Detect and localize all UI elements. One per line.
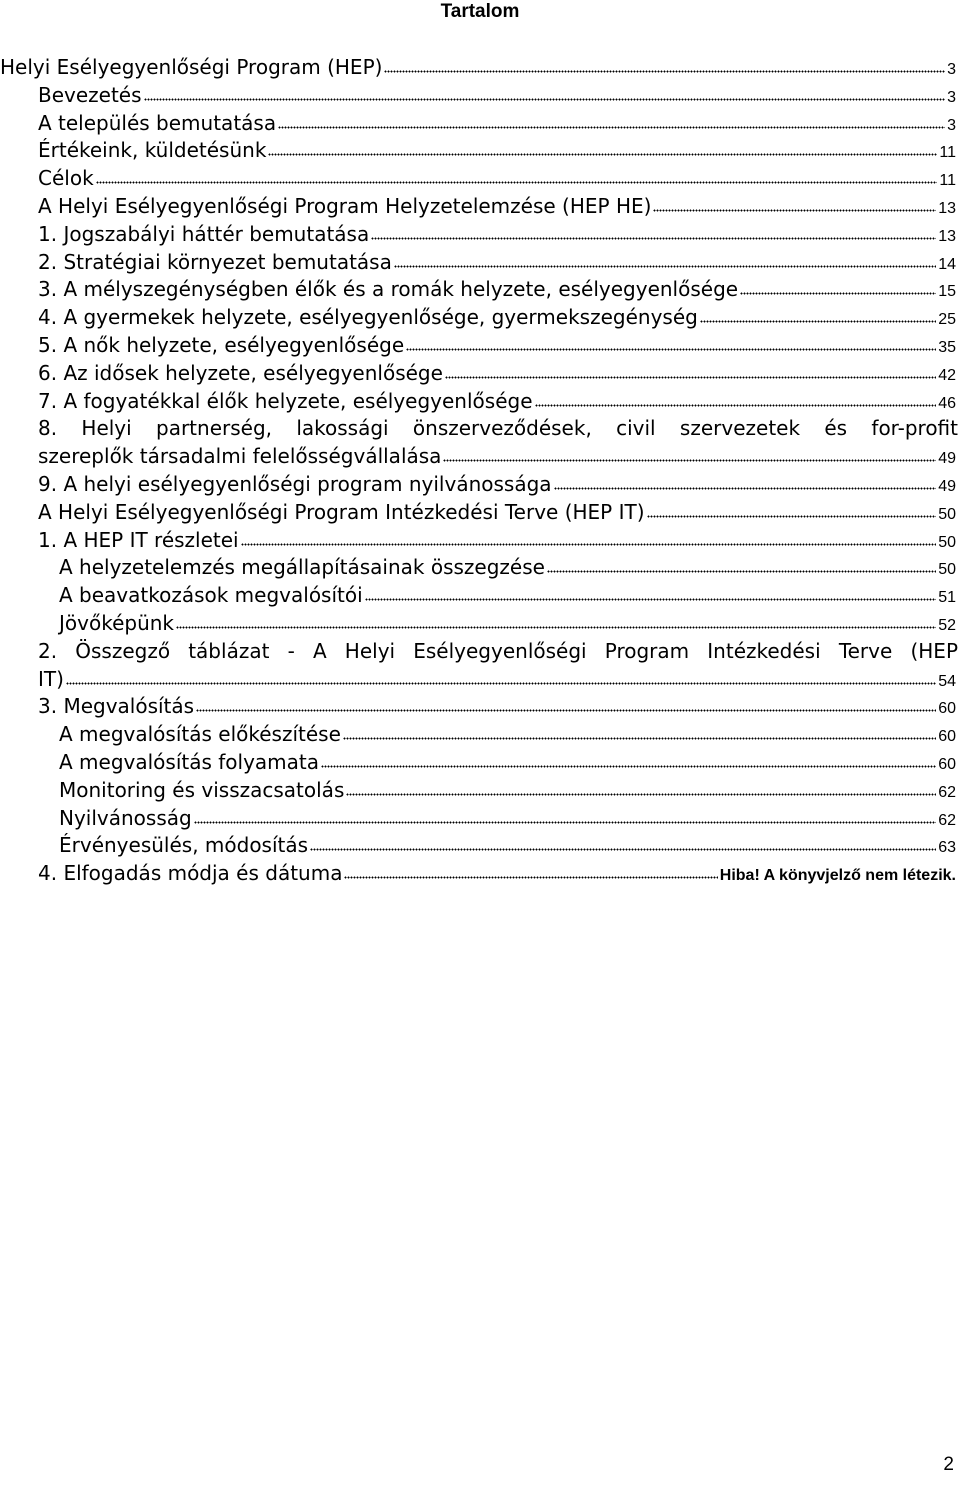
table-of-contents — [0, 54, 960, 888]
dot-leader — [66, 682, 936, 686]
dot-leader — [547, 570, 936, 574]
toc-entry-text: 3. A mélyszegénységben élők és a romák helyzete, esélyegyenlősége — [38, 277, 739, 302]
dot-leader — [321, 765, 936, 769]
toc-page-number: 60 — [938, 755, 956, 773]
dot-leader — [196, 709, 936, 713]
dot-leader — [647, 515, 937, 519]
dot-leader — [740, 292, 936, 296]
dot-leader — [176, 626, 936, 630]
toc-entry-text: 1. A HEP IT részletei — [38, 527, 239, 552]
toc-entry[interactable] — [0, 749, 960, 777]
toc-entry-text: IT) — [38, 666, 64, 691]
toc-page-number: 62 — [938, 811, 956, 829]
toc-entry[interactable] — [0, 165, 960, 193]
toc-page-number: 51 — [938, 589, 956, 607]
toc-entry[interactable] — [0, 360, 960, 388]
toc-entry[interactable] — [0, 332, 960, 360]
toc-entry[interactable] — [0, 276, 960, 304]
toc-page-number: 3 — [947, 61, 956, 78]
dot-leader — [406, 348, 936, 352]
toc-page-number: 35 — [938, 338, 956, 356]
dot-leader — [278, 126, 945, 130]
dot-leader — [346, 793, 936, 797]
toc-entry-text: 1. Jogszabályi háttér bemutatása — [38, 221, 370, 246]
dot-leader — [445, 376, 936, 380]
toc-entry[interactable] — [0, 582, 960, 610]
bookmark-error-text: Hiba! A könyvjelző nem létezik. — [719, 867, 956, 885]
toc-entry[interactable] — [0, 221, 960, 249]
toc-entry[interactable] — [0, 610, 960, 638]
dot-leader — [443, 459, 936, 463]
toc-page-number: 13 — [938, 227, 956, 245]
toc-entry-text: Monitoring és visszacsatolás — [59, 777, 345, 802]
dot-leader — [365, 598, 937, 602]
dot-leader — [554, 487, 937, 491]
toc-entry-text: A település bemutatása — [38, 110, 277, 135]
toc-entry[interactable] — [0, 249, 960, 277]
toc-entry-text: 4. Elfogadás módja és dátuma — [38, 861, 343, 886]
dot-leader — [144, 98, 946, 102]
toc-page-number: 60 — [938, 728, 956, 746]
toc-entry[interactable] — [0, 193, 960, 221]
toc-page-number: 15 — [938, 283, 956, 301]
toc-entry[interactable] — [0, 443, 960, 471]
toc-page-number: 50 — [938, 533, 956, 551]
dot-leader — [268, 153, 937, 157]
toc-entry-text: Jövőképünk — [59, 610, 175, 635]
toc-entry-line[interactable] — [0, 638, 960, 666]
toc-entry-text: Értékeink, küldetésünk — [38, 138, 267, 163]
toc-page-number: 60 — [938, 700, 956, 718]
toc-entry-text: 2. Stratégiai környezet bemutatása — [38, 249, 392, 274]
toc-entry-text: A beavatkozások megvalósítói — [59, 583, 363, 608]
toc-entry[interactable] — [0, 721, 960, 749]
toc-entry-text: 8. Helyi partnerség, lakossági önszerveződések, civil szervezetek és for-profit — [38, 416, 958, 441]
toc-page-number: 52 — [938, 616, 956, 634]
toc-entry[interactable] — [0, 388, 960, 416]
toc-entry-text: A Helyi Esélyegyenlőségi Program Helyzetelemzése (HEP HE) — [38, 193, 652, 218]
toc-page-number: 62 — [938, 783, 956, 801]
toc-page-number: 46 — [938, 394, 956, 412]
dot-leader — [343, 737, 936, 741]
toc-entry-text: Célok — [38, 166, 94, 191]
dot-leader — [344, 876, 717, 880]
toc-entry-text: 2. Összegző táblázat - A Helyi Esélyegyenlőségi Program Intézkedési Terve (HEP — [38, 638, 958, 663]
dot-leader — [194, 821, 936, 825]
page-number: 2 — [943, 1454, 954, 1475]
toc-entry[interactable] — [0, 137, 960, 165]
toc-page-number: 13 — [938, 199, 956, 217]
toc-page-number: 11 — [939, 172, 956, 190]
toc-page-number: 14 — [938, 255, 956, 273]
toc-entry[interactable] — [0, 527, 960, 555]
toc-entry-text: A helyzetelemzés megállapításainak összegzése — [59, 555, 545, 580]
dot-leader — [384, 70, 945, 74]
toc-page-number: 50 — [938, 561, 956, 579]
toc-entry[interactable] — [0, 499, 960, 527]
toc-entry-text: 6. Az idősek helyzete, esélyegyenlősége — [38, 360, 443, 385]
toc-entry-text: 9. A helyi esélyegyenlőségi program nyilvánossága — [38, 471, 552, 496]
toc-page-number: 50 — [938, 505, 956, 523]
toc-entry[interactable] — [0, 54, 960, 82]
toc-page-number: 25 — [938, 311, 956, 329]
toc-entry[interactable] — [0, 777, 960, 805]
dot-leader — [310, 848, 936, 852]
page-title: Tartalom — [440, 1, 520, 22]
toc-entry-text: szereplők társadalmi felelősségvállalása — [38, 444, 442, 469]
toc-entry[interactable] — [0, 554, 960, 582]
toc-page-number: 63 — [938, 839, 956, 857]
toc-entry-text: 7. A fogyatékkal élők helyzete, esélyegyenlősége — [38, 388, 533, 413]
toc-entry[interactable] — [0, 304, 960, 332]
toc-entry-text: 4. A gyermekek helyzete, esélyegyenlősége, gyermekszegénység — [38, 305, 698, 330]
toc-entry-text: 5. A nők helyzete, esélyegyenlősége — [38, 332, 405, 357]
toc-entry[interactable] — [0, 805, 960, 833]
toc-page-number: 49 — [938, 450, 956, 468]
toc-entry[interactable] — [0, 110, 960, 138]
toc-page-number: 54 — [938, 672, 956, 690]
toc-entry[interactable] — [0, 471, 960, 499]
dot-leader — [371, 237, 936, 241]
toc-entry-text: Bevezetés — [38, 82, 142, 107]
dot-leader — [535, 404, 937, 408]
dot-leader — [394, 265, 936, 269]
dot-leader — [96, 181, 938, 185]
dot-leader — [241, 543, 937, 547]
toc-entry[interactable] — [0, 666, 960, 694]
toc-entry-text: Érvényesülés, módosítás — [59, 833, 309, 858]
toc-page-number: 11 — [939, 144, 956, 162]
toc-entry[interactable] — [0, 82, 960, 110]
toc-entry-text: Nyilvánosság — [59, 805, 192, 830]
toc-entry-text: A megvalósítás előkészítése — [59, 722, 341, 747]
toc-page-number: 42 — [938, 366, 956, 384]
toc-entry-line[interactable] — [0, 415, 960, 443]
toc-page-number: 49 — [938, 477, 956, 495]
toc-entry[interactable] — [0, 832, 960, 860]
dot-leader — [653, 209, 936, 213]
toc-page-number: 3 — [947, 88, 956, 106]
toc-entry-text: Helyi Esélyegyenlőségi Program (HEP) — [0, 55, 383, 79]
dot-leader — [700, 320, 936, 324]
toc-entry[interactable] — [0, 693, 960, 721]
toc-entry-text: 3. Megvalósítás — [38, 694, 195, 719]
toc-page-number: 3 — [947, 116, 956, 134]
toc-entry-text: A megvalósítás folyamata — [59, 749, 320, 774]
toc-entry-text: A Helyi Esélyegyenlőségi Program Intézkedési Terve (HEP IT) — [38, 499, 645, 524]
toc-entry[interactable] — [0, 860, 960, 888]
